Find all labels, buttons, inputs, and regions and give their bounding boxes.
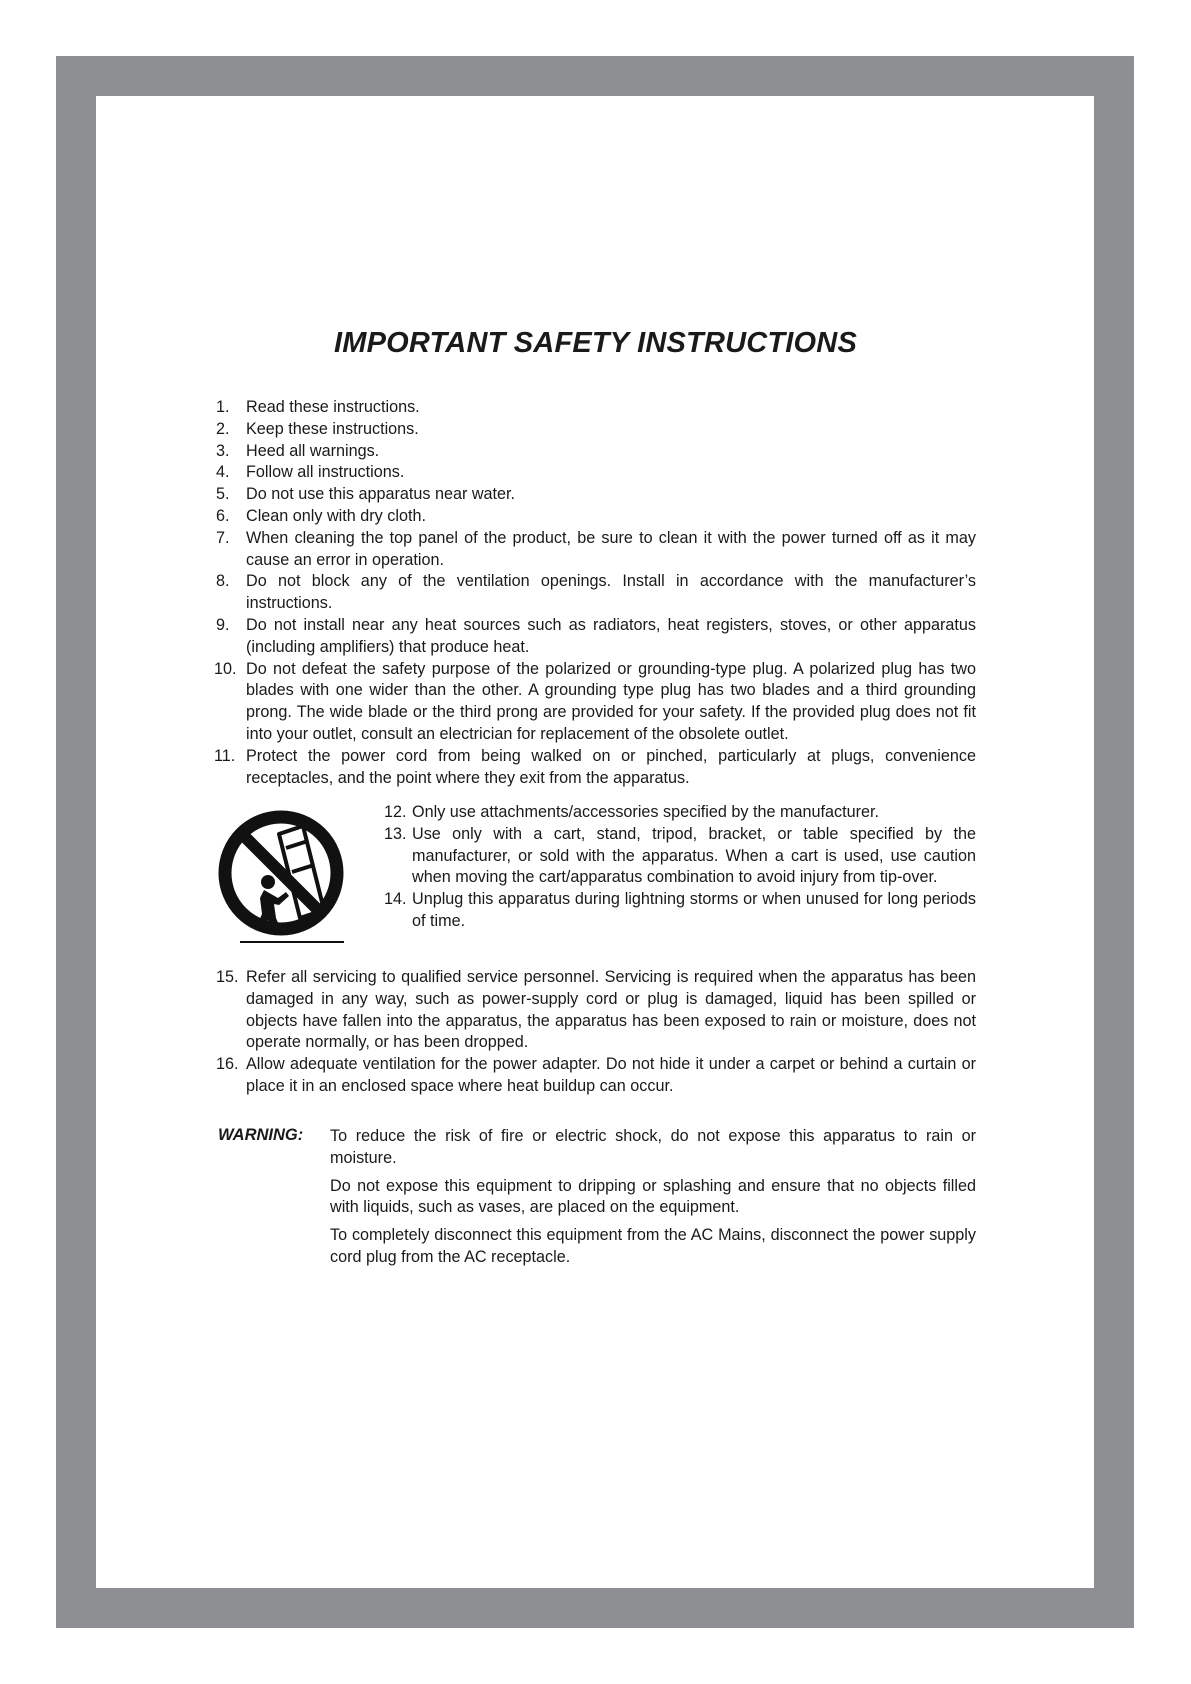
list-item: 6. Clean only with dry cloth. (216, 506, 426, 525)
page-title: IMPORTANT SAFETY INSTRUCTIONS (334, 327, 857, 359)
list-item: 12. Only use attachments/accessories specified by the manufacturer. (384, 803, 879, 821)
no-cart-tip-over-icon (216, 808, 346, 948)
warning-paragraph: Do not expose this equipment to dripping or splashing and ensure that no objects filled with liquids, such as vases, are placed on the equipment. (330, 1176, 976, 1217)
list-item: 16. Allow adequate ventilation for the power adapter. Do not hide it under a carpet or behind a curtain or place it in an enclosed space where heat buildup can occur. (216, 1055, 976, 1095)
list-item: 9. Do not install near any heat sources such as radiators, heat registers, stoves, or other apparatus (including amplifiers) that produce heat. (216, 615, 976, 656)
instruction-list (216, 397, 976, 789)
list-item: 7. When cleaning the top panel of the product, be sure to clean it with the power turned off as it may cause an error in operation. (216, 528, 976, 569)
list-item: 3. Heed all warnings. (216, 441, 380, 460)
list-item: 13. Use only with a cart, stand, tripod, bracket, or table specified by the manufacturer, or sold with the apparatus. When a cart is used, use caution when moving the cart/apparatus combination to avoid injury from tip-over. (384, 824, 976, 887)
list-item: 1. Read these instructions. (216, 398, 420, 416)
list-item: 10. Do not defeat the safety purpose of the polarized or grounding-type plug. A polarized plug has two blades with one wider than the other. A grounding type plug has two blades and a third grounding prong. The wide blade or the third prong are provided for your safety. If the provided plug does not fit into your outlet, consult an electrician for replacement of the obsolete outlet. (214, 659, 976, 743)
warning-label: WARNING: (218, 1126, 304, 1144)
warning-text (330, 1126, 976, 1275)
list-item: 8. Do not block any of the ventilation openings. Install in accordance with the manufacturer’s instructions. (216, 572, 976, 613)
list-item: 4. Follow all instructions. (216, 463, 405, 482)
instruction-list-continued (216, 967, 976, 1098)
list-item: 5. Do not use this apparatus near water. (216, 485, 516, 504)
warning-paragraph: To reduce the risk of fire or electric shock, do not expose this apparatus to rain or moisture. (330, 1127, 976, 1167)
list-item: 11. Protect the power cord from being walked on or pinched, particularly at plugs, convenience receptacles, and the point where they exit from the apparatus. (214, 746, 976, 787)
list-item: 15. Refer all servicing to qualified service personnel. Servicing is required when the apparatus has been damaged in any way, such as power-supply cord or plug is damaged, liquid has been spilled or objects have fallen into the apparatus, the apparatus has been exposed to rain or moisture, does not operate normally, or has been dropped. (216, 968, 976, 1052)
list-item: 2. Keep these instructions. (216, 419, 419, 438)
warning-paragraph: To completely disconnect this equipment from the AC Mains, disconnect the power supply cord plug from the AC receptacle. (330, 1226, 976, 1266)
cart-instruction-list (384, 802, 976, 933)
cart-warning-block (216, 802, 976, 960)
list-item: 14. Unplug this apparatus during lightning storms or when unused for long periods of time. (384, 890, 976, 930)
